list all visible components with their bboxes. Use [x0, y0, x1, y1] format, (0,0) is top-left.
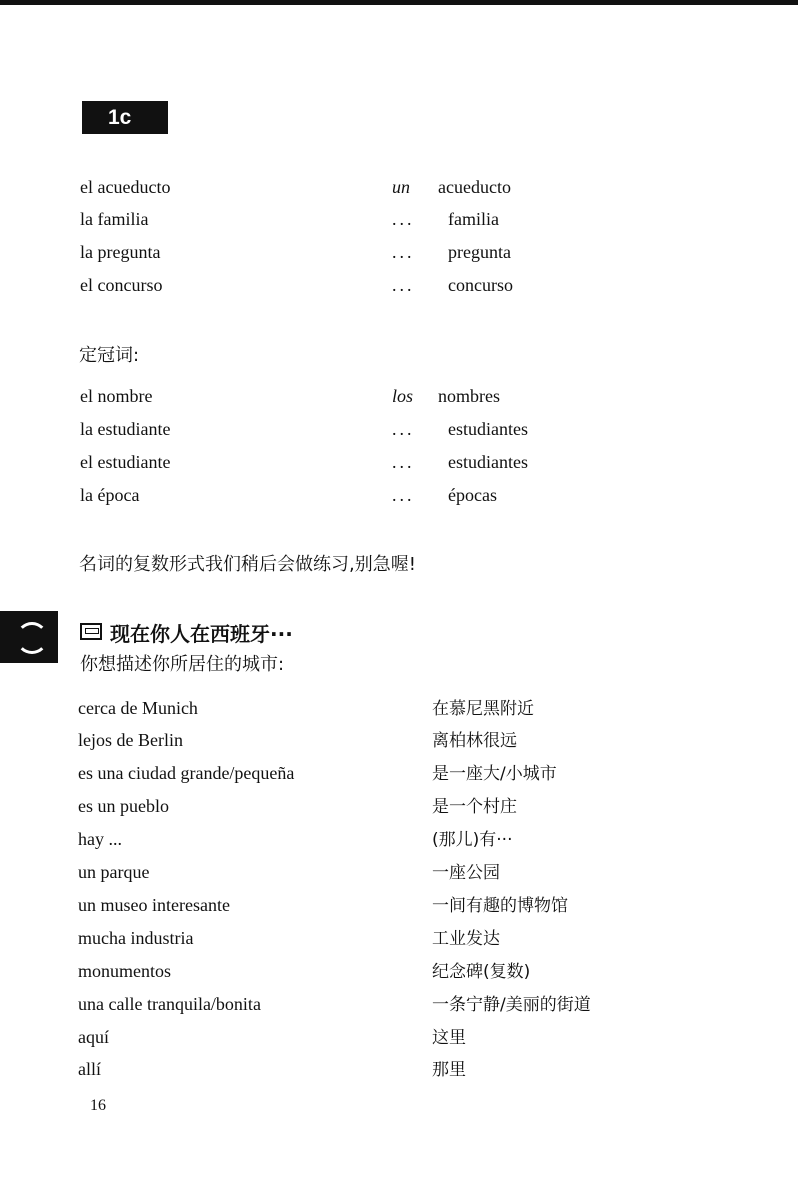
plural-pair: [392, 176, 511, 198]
article: ...: [392, 209, 415, 229]
word: la estudiante: [80, 419, 171, 439]
vocab-es: hay ...: [78, 829, 122, 849]
vocab-zh: 一间有趣的博物馆: [432, 896, 568, 916]
word: el nombre: [80, 386, 153, 406]
word: la pregunta: [80, 242, 161, 262]
vocab-es: allí: [78, 1059, 101, 1079]
vocab-es: mucha industria: [78, 928, 194, 948]
page-number: 16: [90, 1097, 106, 1114]
vocab-es: es una ciudad grande/pequeña: [78, 763, 295, 783]
vocab-es: un parque: [78, 862, 150, 882]
vocab-es: lejos de Berlin: [78, 730, 183, 750]
audio-tab-icon: [0, 611, 58, 663]
definite-heading: 定冠词:: [79, 345, 140, 366]
article: los: [392, 386, 414, 406]
vocab-zh: 一座公园: [432, 863, 500, 883]
word: la familia: [80, 209, 149, 229]
section-badge: 1c: [82, 101, 168, 134]
vocab-es: una calle tranquila/bonita: [78, 994, 261, 1014]
word: el estudiante: [80, 452, 171, 472]
vocab-zh: 是一座大/小城市: [432, 764, 557, 784]
plural-pair: [392, 484, 497, 506]
article: ...: [392, 242, 415, 262]
vocab-es: un museo interesante: [78, 895, 230, 915]
plural-pair: [392, 241, 511, 263]
article: ...: [392, 275, 415, 295]
plural: concurso: [448, 275, 513, 295]
plural: acueducto: [438, 177, 511, 197]
article: ...: [392, 419, 415, 439]
plural-pair: [392, 418, 528, 440]
plural: familia: [448, 209, 499, 229]
plural: pregunta: [448, 242, 511, 262]
section-subtitle: 你想描述你所居住的城市:: [80, 654, 285, 675]
vocab-es: cerca de Munich: [78, 698, 198, 718]
plural: épocas: [448, 485, 497, 505]
article: un: [392, 177, 410, 197]
section-title-text: 现在你人在西班牙···: [110, 622, 293, 646]
plural-pair: [392, 385, 500, 407]
vocab-zh: 离柏林很远: [432, 731, 517, 751]
vocab-zh: (那儿)有···: [432, 830, 513, 850]
cassette-icon: [80, 623, 102, 640]
vocab-zh: 一条宁静/美丽的街道: [432, 995, 591, 1015]
word: el concurso: [80, 275, 163, 295]
ring-icon: [16, 622, 48, 654]
word: la época: [80, 485, 140, 505]
plural-pair: [392, 451, 528, 473]
vocab-zh: 工业发达: [432, 929, 500, 949]
plural-pair: [392, 274, 513, 296]
article: ...: [392, 452, 415, 472]
plural-pair: [392, 208, 499, 230]
vocab-zh: 纪念碑(复数): [432, 962, 531, 982]
vocab-zh: 这里: [432, 1028, 466, 1048]
article: ...: [392, 485, 415, 505]
vocab-zh: 在慕尼黑附近: [432, 699, 534, 719]
plural: nombres: [438, 386, 500, 406]
top-rule: [0, 0, 798, 5]
note-text: 名词的复数形式我们稍后会做练习,别急喔!: [79, 554, 416, 575]
vocab-es: aquí: [78, 1027, 109, 1047]
plural: estudiantes: [448, 452, 528, 472]
vocab-zh: 那里: [432, 1060, 466, 1080]
word: el acueducto: [80, 177, 171, 197]
section-title: [80, 618, 293, 647]
vocab-es: monumentos: [78, 961, 171, 981]
vocab-zh: 是一个村庄: [432, 797, 517, 817]
plural: estudiantes: [448, 419, 528, 439]
vocab-es: es un pueblo: [78, 796, 169, 816]
